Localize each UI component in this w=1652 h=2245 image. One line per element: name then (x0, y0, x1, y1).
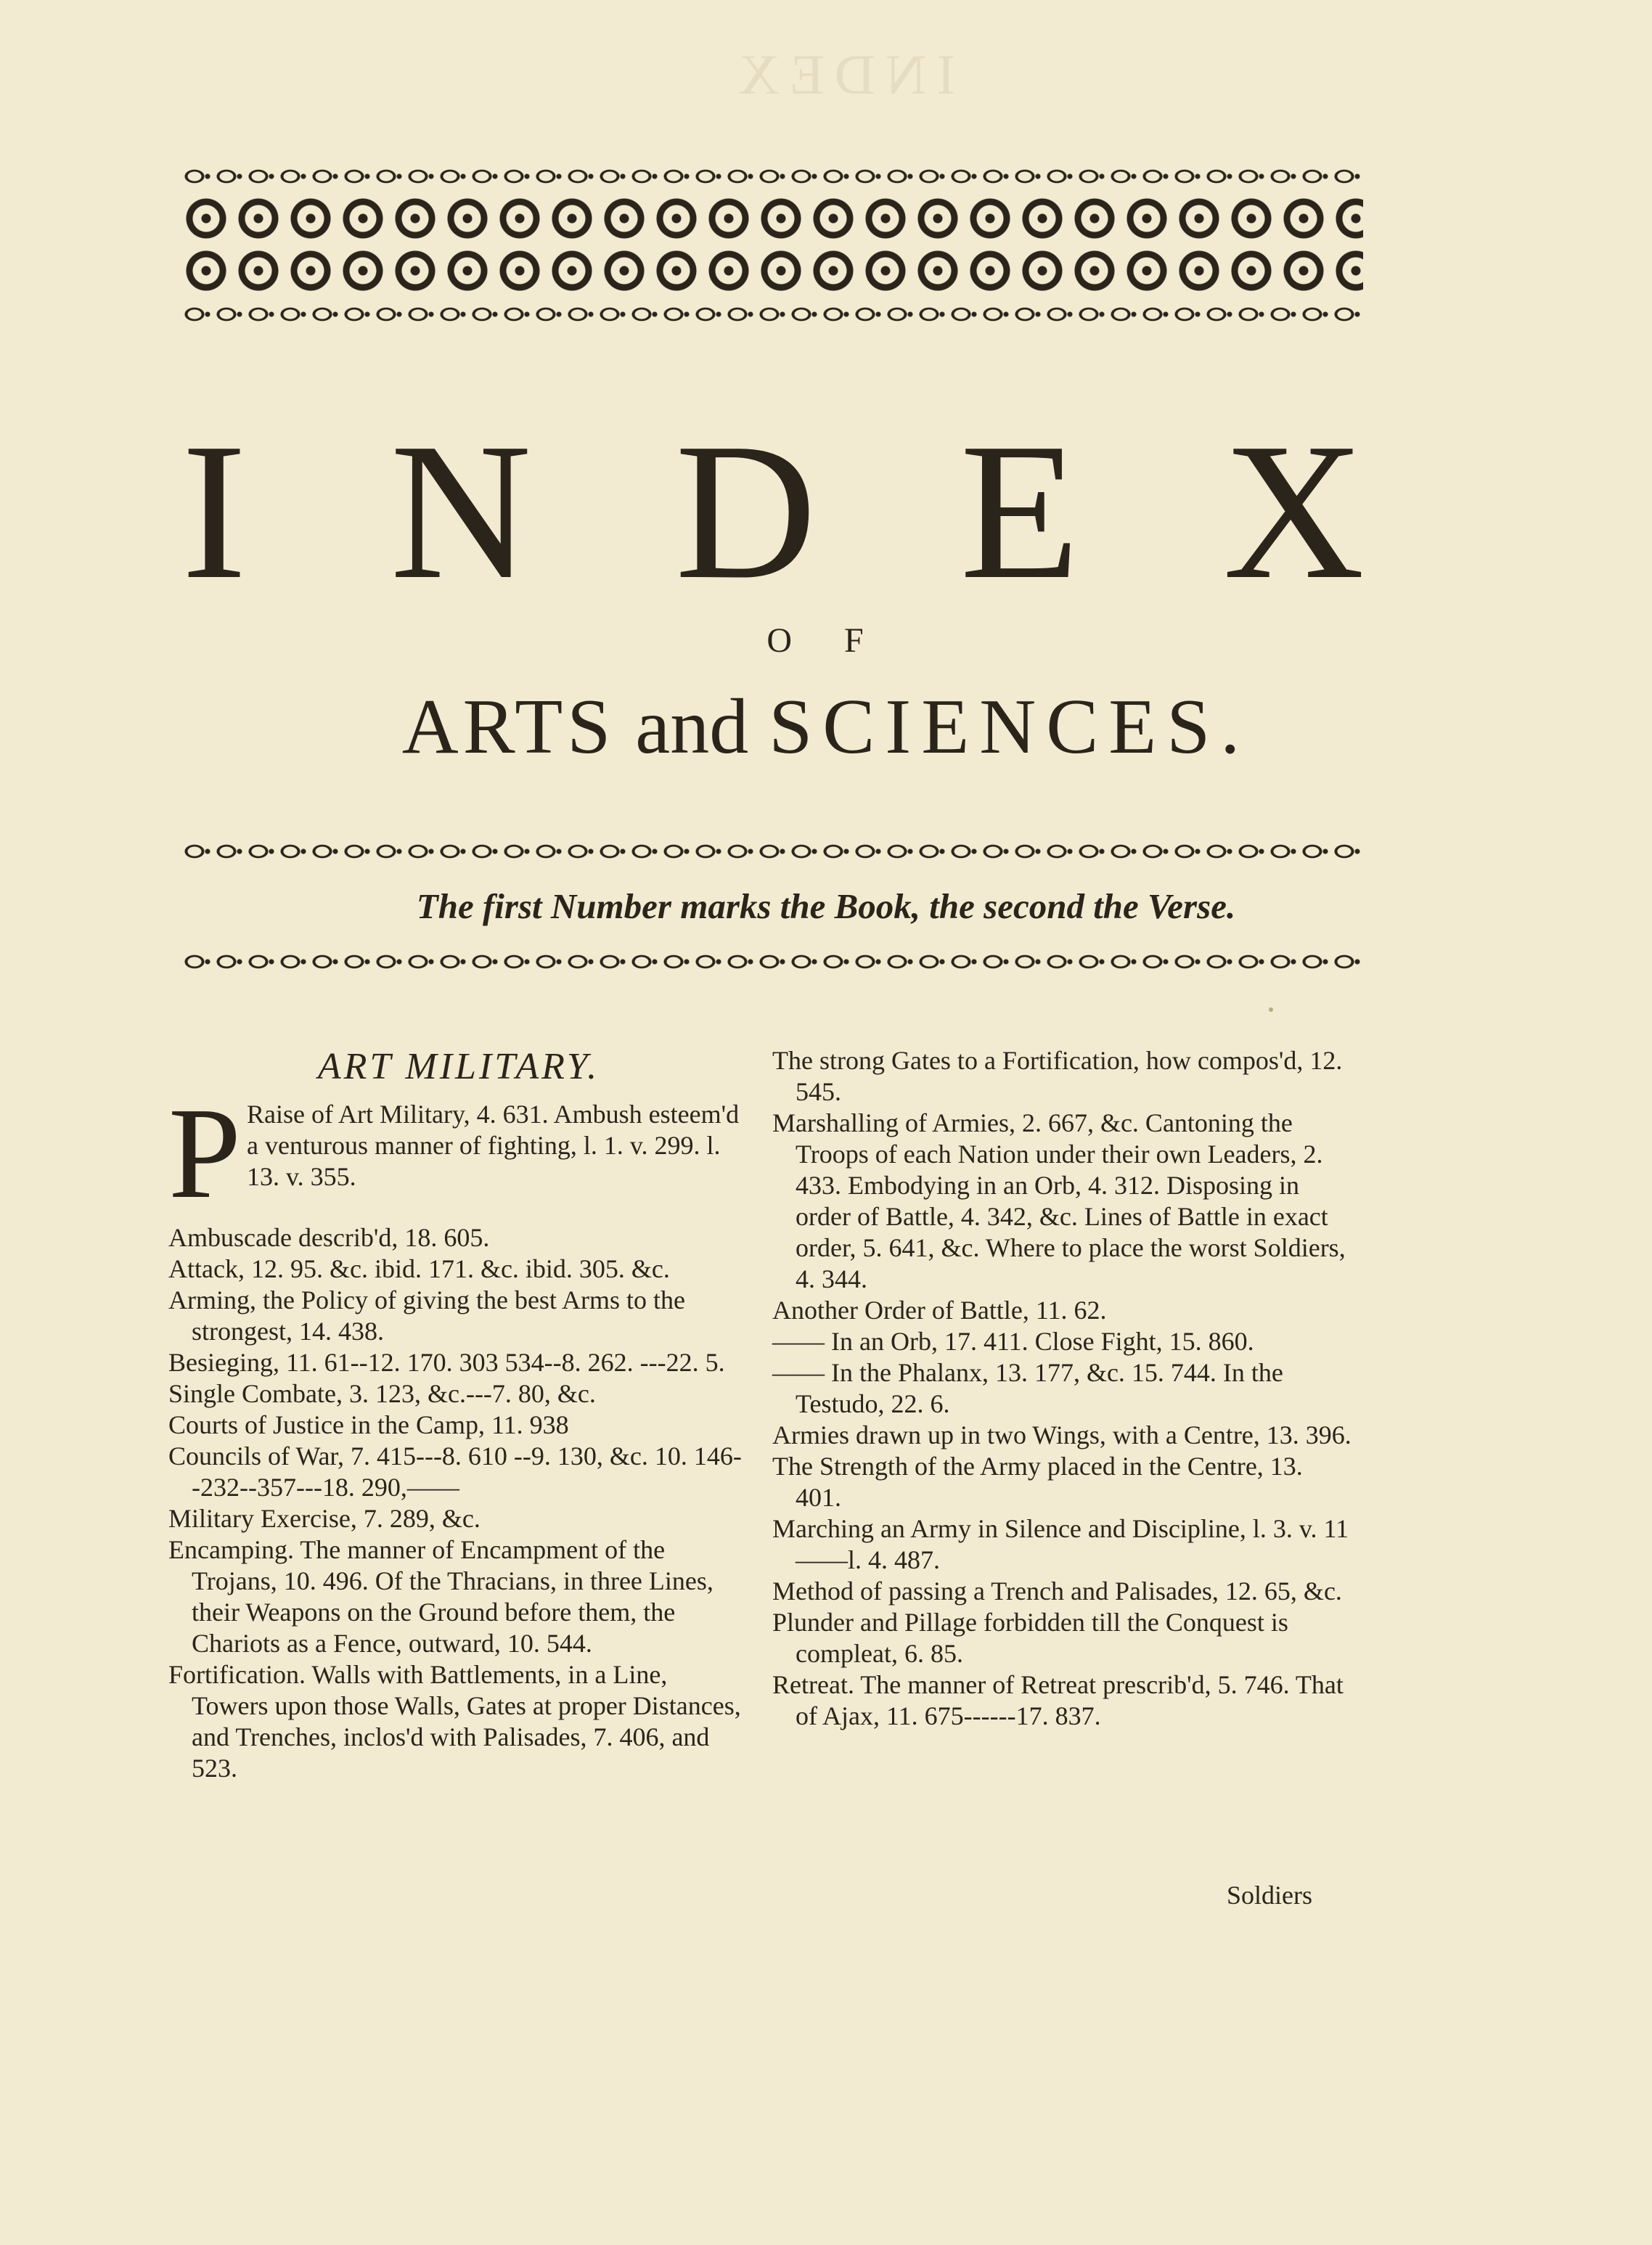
index-entry: Armies drawn up in two Wings, with a Centre, 13. 396. (772, 1420, 1352, 1449)
ornament-rule-lower (180, 951, 1363, 973)
index-entry: Retreat. The manner of Retreat prescrib'd, 5. 746. That of Ajax, 11. 675------17. 837. (772, 1670, 1344, 1730)
bleed-through-text: INDEX (728, 43, 956, 106)
index-entry: Fortification. Walls with Battlements, in a Line, Towers upon those Walls, Gates at proper Distances, and Trenches, inclos'd with Palisades, 7. 406, and 523. (168, 1660, 741, 1783)
subtitle-sciences: SCIENCES. (769, 684, 1251, 770)
index-entry: —— In the Phalanx, 13. 177, &c. 15. 744. In the Testudo, 22. 6. (772, 1358, 1283, 1418)
index-entry: Encamping. The manner of Encampment of the Trojans, 10. 496. Of the Thracians, in three Lines, their Weapons on the Ground before them, the Chariots as a Fence, outward, 10. 544. (168, 1535, 713, 1658)
title-letter: I (181, 403, 247, 620)
index-entry: Courts of Justice in the Camp, 11. 938 (168, 1410, 569, 1439)
title-letter: N (390, 403, 532, 620)
subtitle-arts: ARTS (401, 684, 616, 770)
index-entry: Ambuscade describ'd, 18. 605. (168, 1223, 490, 1252)
first-entry-text: Raise of Art Military, 4. 631. Ambush esteem'd a venturous manner of fighting, l. 1. v. 299. l. 13. v. 355. (247, 1100, 740, 1191)
first-entry (168, 1081, 749, 1225)
ornament-row-1 (180, 195, 1363, 242)
title-letter: E (960, 403, 1080, 620)
index-entry: Single Combate, 3. 123, &c.---7. 80, &c. (168, 1379, 596, 1408)
paper-speck (1269, 1007, 1273, 1012)
index-entry: Arming, the Policy of giving the best Arms to the strongest, 14. 438. (168, 1285, 685, 1346)
ornament-rule-upper (180, 841, 1363, 862)
title-letter: X (1222, 403, 1365, 620)
title-of: O F (766, 621, 886, 660)
index-entry: Councils of War, 7. 415---8. 610 --9. 130, &c. 10. 146--232--357---18. 290,—— (168, 1442, 742, 1502)
ornament-chain-bottom (180, 303, 1363, 325)
index-column-left (168, 1045, 749, 1784)
ornament-chain-top (180, 165, 1363, 187)
index-entry: Marching an Army in Silence and Discipline, l. 3. v. 11——l. 4. 487. (772, 1514, 1349, 1574)
title-letter: D (674, 403, 817, 620)
index-entry: The strong Gates to a Fortification, how compos'd, 12. 545. (772, 1046, 1343, 1106)
index-entry: Attack, 12. 95. &c. ibid. 171. &c. ibid. 305. &c. (168, 1254, 670, 1283)
index-entry: —— In an Orb, 17. 411. Close Fight, 15. 860. (772, 1327, 1254, 1356)
index-entry: Besieging, 11. 61--12. 170. 303 534--8. 262. ---22. 5. (168, 1348, 725, 1377)
section-heading: ART MILITARY. (317, 1046, 600, 1087)
index-column-right (772, 1045, 1353, 1732)
reading-note: The first Number marks the Book, the second the Verse. (416, 886, 1236, 926)
ornament-row-2 (180, 247, 1363, 295)
index-entry: Another Order of Battle, 11. 62. (772, 1296, 1107, 1325)
index-entry: Military Exercise, 7. 289, &c. (168, 1504, 481, 1533)
title-index (181, 403, 1365, 620)
index-entry: Marshalling of Armies, 2. 667, &c. Cantoning the Troops of each Nation under their own Leaders, 2. 433. Embodying in an Orb, 4. 312. Disposing in order of Battle, 4. 342, &c. Lines of Battle in exact order, 5. 641, &c. Where to place the worst Soldiers, 4. 344. (772, 1108, 1346, 1293)
index-entry: The Strength of the Army placed in the Centre, 13. 401. (772, 1452, 1303, 1512)
subtitle-and: and (635, 684, 749, 770)
catchword: Soldiers (1227, 1881, 1313, 1910)
title-subtitle (0, 682, 1652, 772)
index-entry: Plunder and Pillage forbidden till the Conquest is compleat, 6. 85. (772, 1608, 1288, 1668)
drop-cap: P (168, 1081, 242, 1225)
index-entry: Method of passing a Trench and Palisades, 12. 65, &c. (772, 1577, 1342, 1606)
